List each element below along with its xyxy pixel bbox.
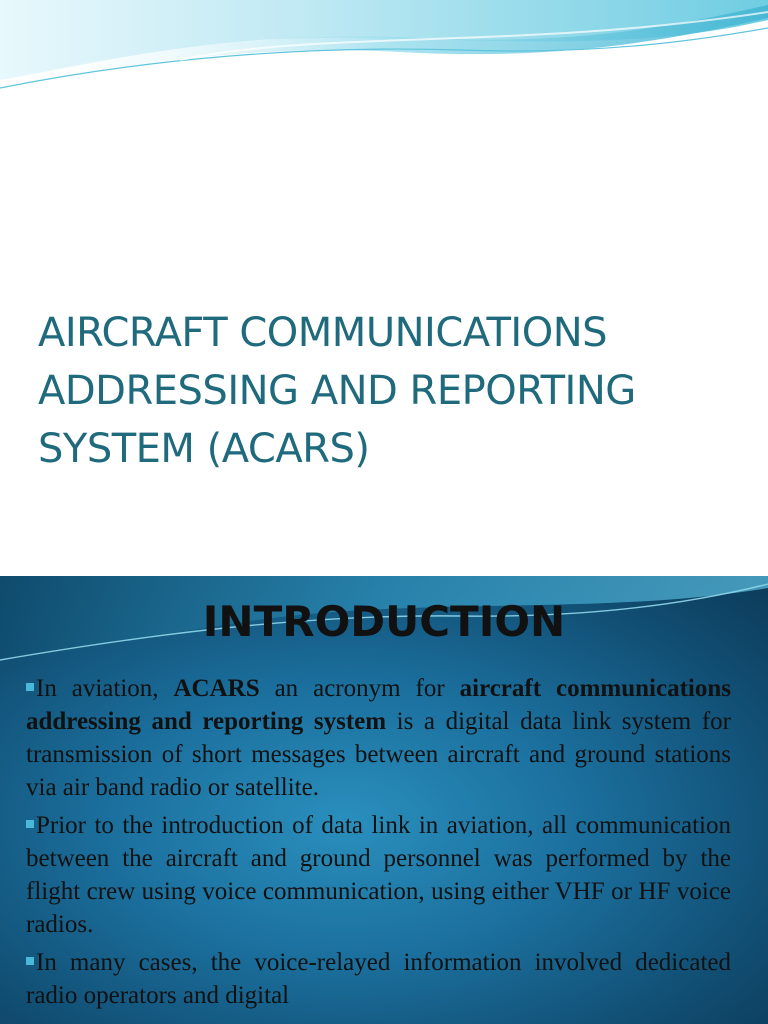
bullet-text-bold: aircraft communications addressing and reporting system	[26, 675, 732, 735]
bullet-text: an acronym for	[259, 675, 460, 702]
title-line: ADDRESSING AND REPORTING	[38, 368, 636, 414]
bullet-item	[26, 946, 731, 1012]
square-bullet-icon	[26, 683, 34, 691]
bullet-text: Prior to the introduction of data link in aviation, all communication between the aircraft and ground personnel was performed by the flight crew using voice communication, using either VHF or HF voice radios.	[26, 812, 731, 938]
introduction-slide	[0, 576, 768, 1024]
title-line: SYSTEM (ACARS)	[38, 426, 370, 472]
title-line: AIRCRAFT COMMUNICATIONS	[38, 310, 608, 356]
bullet-list	[26, 672, 731, 1017]
bullet-item	[26, 809, 731, 941]
section-heading: INTRODUCTION	[202, 597, 566, 646]
bullet-item	[26, 672, 731, 804]
bullet-text: is a digital data link system for transmission of short messages between aircraft and ground stations via air band radio or satellite.	[26, 708, 731, 801]
square-bullet-icon	[26, 820, 34, 828]
decorative-wave-top	[0, 0, 768, 100]
slide-title	[38, 304, 738, 478]
bullet-text-bold: ACARS	[173, 675, 260, 702]
square-bullet-icon	[26, 957, 34, 965]
bullet-text: In many cases, the voice-relayed information involved dedicated radio operators and digital	[26, 949, 731, 1009]
bullet-text: In aviation,	[36, 675, 174, 702]
